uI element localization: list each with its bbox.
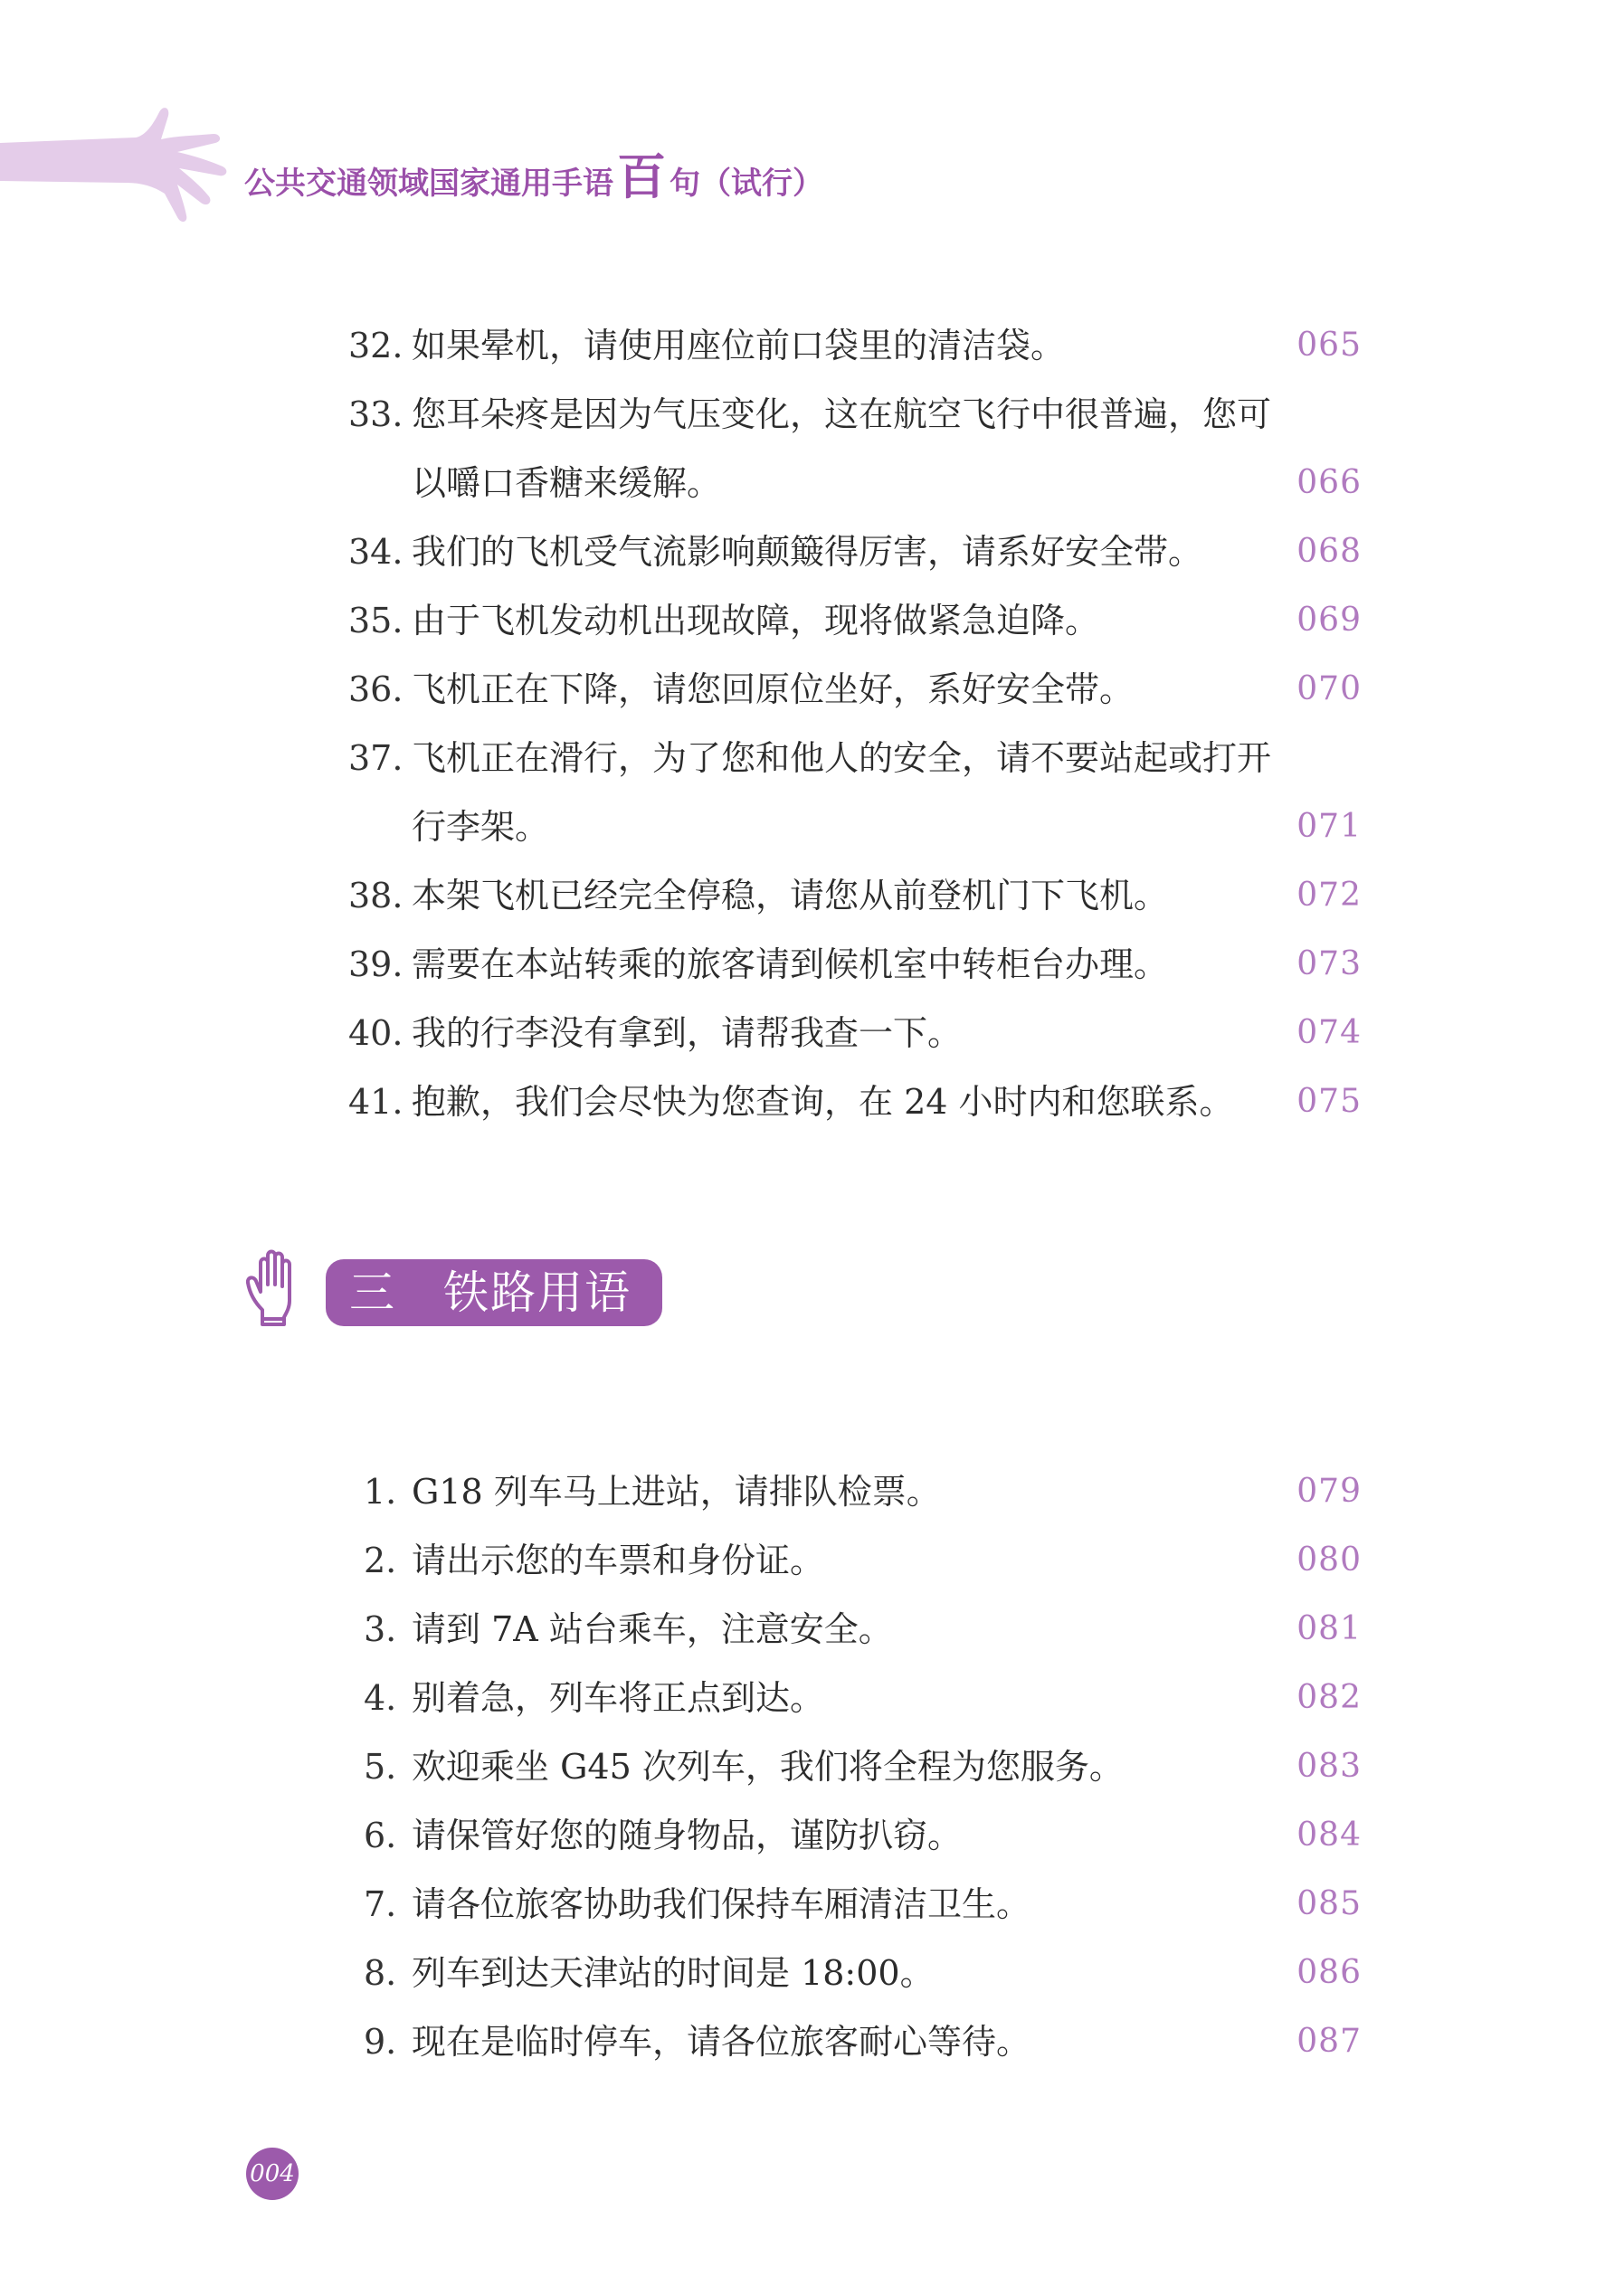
entry-number: 4. [364,1678,397,1718]
entry-page: 071 [1296,808,1362,845]
entry-page: 073 [1296,945,1362,982]
entry-text: 需要在本站转乘的旅客请到候机室中转柜台办理。 [412,944,1169,984]
entry-text: 我们的飞机受气流影响颠簸得厉害，请系好安全带。 [412,532,1203,572]
entry-number: 8. [364,1953,397,1993]
entry-page: 075 [1296,1083,1362,1120]
entry-page: 083 [1296,1748,1362,1785]
toc-entry[interactable] [0,930,1624,999]
entry-number: 35. [348,601,404,640]
entry-text: 由于飞机发动机出现故障，现将做紧急迫降。 [412,601,1100,640]
entry-text: 如果晕机，请使用座位前口袋里的清洁袋。 [412,326,1066,365]
entry-number: 7. [364,1884,397,1924]
entry-number: 41. [348,1082,404,1122]
toc-entry[interactable] [0,1526,1624,1595]
book-title [244,147,823,205]
raised-hand-icon [242,1247,309,1330]
entry-text: 本架飞机已经完全停稳，请您从前登机门下飞机。 [412,876,1169,915]
book-title-emphasis: 百 [617,147,666,205]
entry-text: 飞机正在滑行，为了您和他人的安全，请不要站起或打开行李架。 [412,738,1272,847]
entry-text: 欢迎乘坐 G45 次列车，我们将全程为您服务。 [412,1747,1124,1787]
toc-entry[interactable] [0,1870,1624,1939]
toc-entry[interactable] [0,655,1624,724]
entry-number: 2. [364,1541,397,1580]
entry-text: 抱歉，我们会尽快为您查询，在 24 小时内和您联系。 [412,1082,1234,1122]
entry-text: 现在是临时停车，请各位旅客耐心等待。 [412,2022,1031,2062]
book-title-main: 公共交通领域国家通用手语 [244,166,613,202]
toc-entry[interactable] [0,1939,1624,2007]
entry-number: 33. [348,394,404,434]
entry-text: 您耳朵疼是因为气压变化，这在航空飞行中很普遍，您可以嚼口香糖来缓解。 [412,394,1272,503]
entry-number: 39. [348,944,404,984]
toc-entry[interactable] [0,1595,1624,1664]
entry-number: 34. [348,532,404,572]
entry-text: 请到 7A 站台乘车，注意安全。 [412,1609,893,1649]
entry-number: 36. [348,669,404,709]
entry-page: 087 [1296,2023,1362,2060]
toc-entry[interactable] [0,1664,1624,1732]
rail-phrase-list [0,1457,1624,2076]
section-heading-rail [326,1259,662,1326]
entry-number: 5. [364,1747,397,1787]
toc-entry[interactable] [0,724,1624,861]
toc-entry[interactable] [0,1457,1624,1526]
toc-entry[interactable] [0,517,1624,586]
toc-entry[interactable] [0,1067,1624,1136]
toc-entry[interactable] [0,1801,1624,1870]
toc-entry[interactable] [0,311,1624,380]
entry-number: 32. [348,326,404,365]
entry-number: 38. [348,876,404,915]
entry-text: 请各位旅客协助我们保持车厢清洁卫生。 [412,1884,1031,1924]
entry-page: 081 [1296,1610,1362,1647]
toc-entry[interactable] [0,2007,1624,2076]
entry-page: 072 [1296,877,1362,914]
toc-entry[interactable] [0,586,1624,655]
entry-page: 068 [1296,533,1362,570]
air-phrase-list [0,311,1624,1136]
entry-page: 085 [1296,1885,1362,1922]
entry-text: G18 列车马上进站，请排队检票。 [412,1472,941,1512]
entry-page: 074 [1296,1014,1362,1051]
section-title: 铁路用语 [443,1266,632,1319]
entry-text: 请出示您的车票和身份证。 [412,1541,825,1580]
hand-icon [0,100,235,226]
book-title-tail: 句（试行） [670,166,823,202]
entry-number: 1. [364,1472,397,1512]
toc-entry[interactable] [0,1732,1624,1801]
entry-page: 080 [1296,1541,1362,1579]
entry-page: 069 [1296,602,1362,639]
toc-entry[interactable] [0,380,1624,517]
toc-entry[interactable] [0,861,1624,930]
entry-page: 082 [1296,1679,1362,1716]
entry-text: 列车到达天津站的时间是 18:00。 [412,1953,935,1993]
entry-page: 066 [1296,464,1362,501]
entry-text: 别着急，列车将正点到达。 [412,1678,825,1718]
entry-number: 40. [348,1013,404,1053]
section-number: 三 [349,1266,394,1319]
entry-page: 084 [1296,1816,1362,1854]
entry-text: 我的行李没有拿到，请帮我查一下。 [412,1013,963,1053]
entry-number: 3. [364,1609,397,1649]
entry-text: 飞机正在下降，请您回原位坐好，系好安全带。 [412,669,1135,709]
entry-number: 9. [364,2022,397,2062]
page-number: 004 [246,2148,299,2200]
entry-page: 065 [1296,327,1362,364]
entry-page: 070 [1296,670,1362,707]
entry-page: 079 [1296,1473,1362,1510]
entry-text: 请保管好您的随身物品，谨防扒窃。 [412,1816,963,1855]
entry-number: 37. [348,738,404,778]
entry-number: 6. [364,1816,397,1855]
toc-entry[interactable] [0,999,1624,1067]
entry-page: 086 [1296,1954,1362,1991]
